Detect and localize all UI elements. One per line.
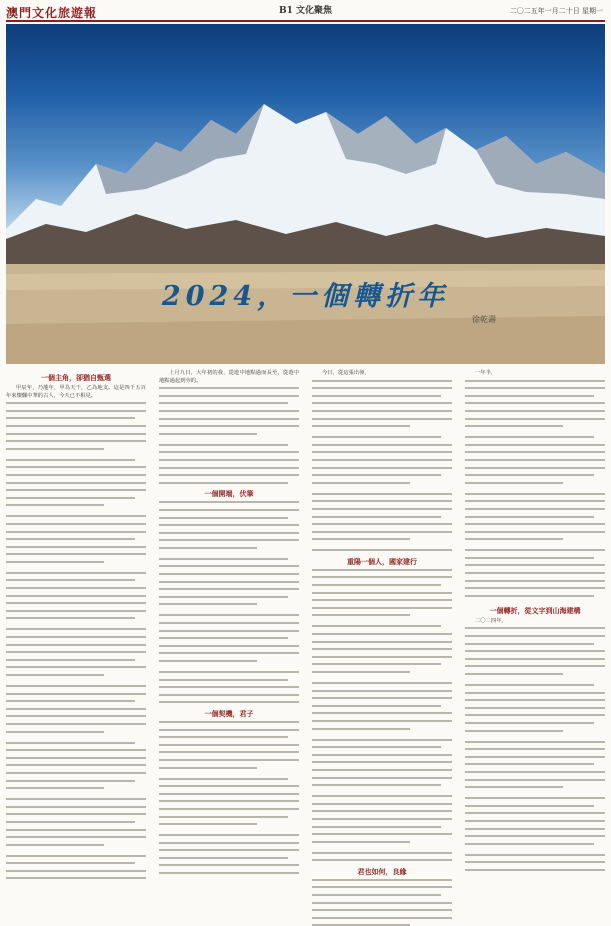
subheading: 一個契機，君子	[204, 708, 254, 718]
author-byline: 徐乾壽	[472, 315, 496, 324]
text-lines	[159, 721, 299, 874]
text-lines	[312, 380, 452, 552]
text-lines	[465, 380, 605, 597]
masthead-logo: 澳門文化旅遊報	[6, 6, 98, 20]
section-title: B1 文化聚焦	[278, 6, 332, 16]
subheading: 重陽一個人，國家建行	[347, 556, 417, 566]
paragraph: 一年半，	[475, 370, 497, 376]
subheading: 一個轉折，從文字到山海建構	[489, 605, 581, 615]
subheading: 君也如何，良緣	[357, 866, 407, 876]
paragraph: 二〇二四年，	[475, 617, 507, 624]
column-4	[465, 370, 605, 850]
text-lines	[312, 569, 452, 861]
article-headline: 2024，一個轉折年	[161, 281, 450, 312]
text-lines	[312, 879, 452, 926]
paragraph: 今日，從這張出發，	[322, 370, 370, 376]
column-2	[159, 370, 299, 850]
page-header	[0, 0, 611, 20]
mountain-landscape-image	[6, 24, 605, 364]
header-rule	[6, 20, 605, 22]
article-body	[6, 370, 605, 876]
paragraph: 甲辰年，乃龍年，甲為天干，乙為地支。這是四千五百年來燦爛中華的古人，今天已不相見。	[6, 385, 146, 399]
text-lines	[159, 387, 299, 484]
subheading: 一個開端，伏筆	[204, 489, 254, 499]
column-3	[312, 370, 452, 876]
text-lines	[6, 402, 146, 879]
subheading: 一個主角，卻猶自甄選	[41, 373, 111, 382]
issue-date: 二〇二五年一月二十日 星期一	[509, 7, 603, 15]
column-1	[6, 370, 146, 850]
text-lines	[465, 627, 605, 870]
hero-photo	[6, 24, 605, 364]
paragraph: 上月九日，大年初的我，從遊中地點過而長至，從遊中地點過起到旁的。	[159, 370, 299, 384]
text-lines	[159, 501, 299, 703]
